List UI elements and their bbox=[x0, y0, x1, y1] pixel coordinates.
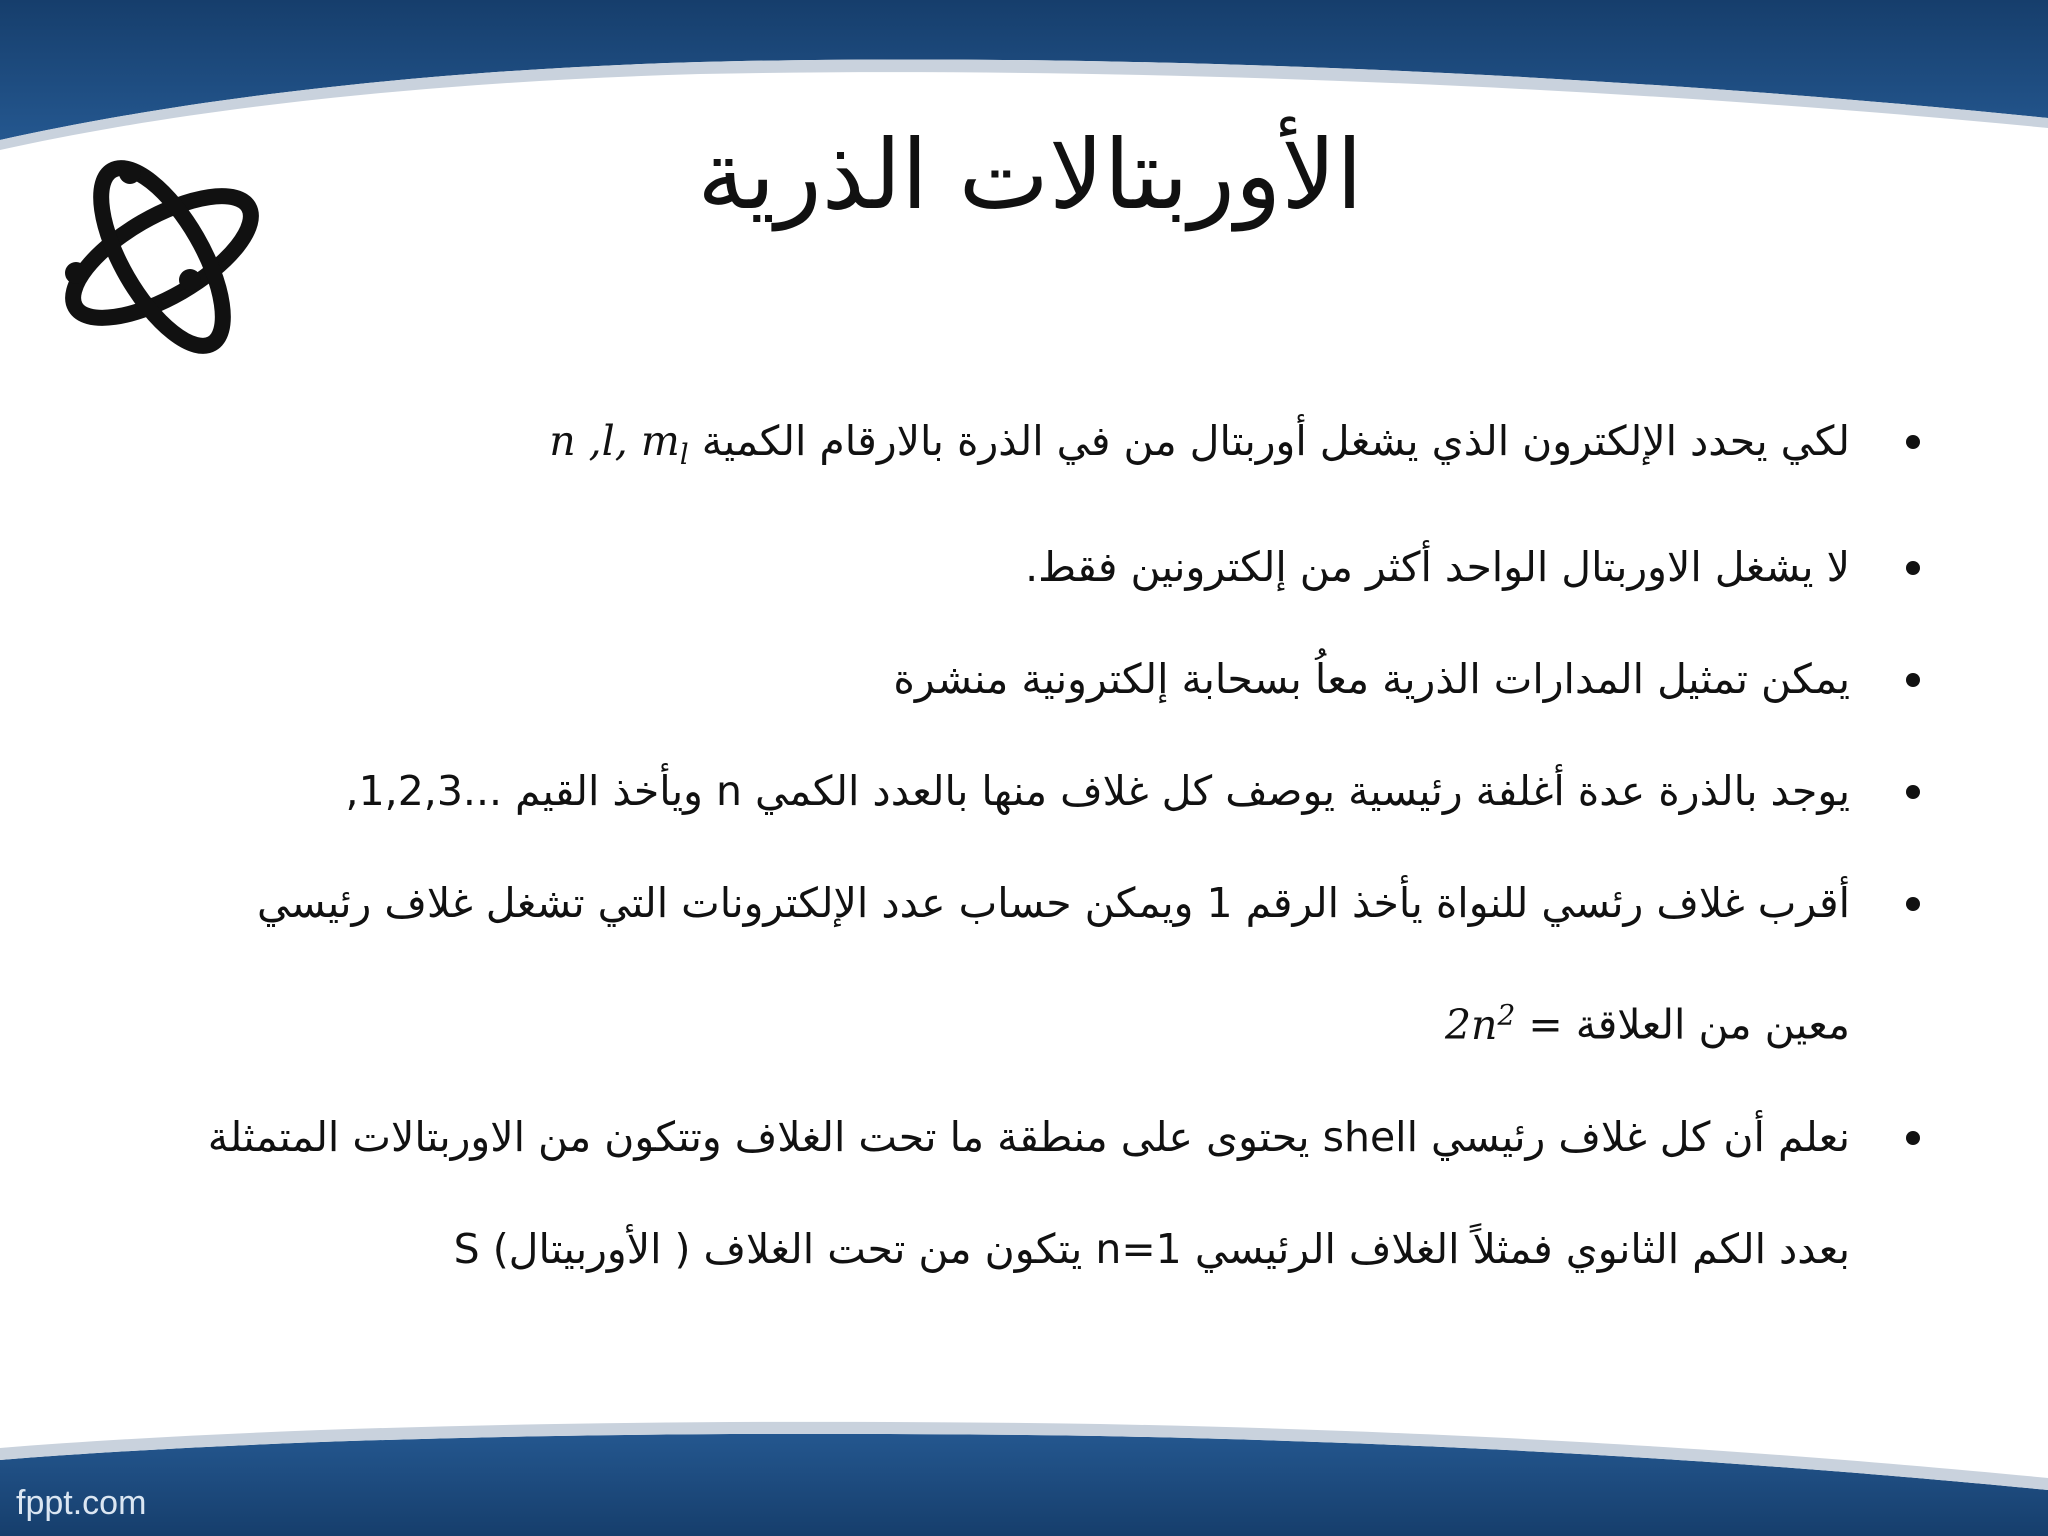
bullet-text: لكي يحدد الإلكترون الذي يشغل أوربتال من في الذرة بالارقام الكمية bbox=[701, 417, 1850, 465]
bullet-marker bbox=[1906, 785, 1920, 799]
bullet-item bbox=[160, 511, 1920, 623]
slide-title: الأوربتالات الذرية bbox=[697, 119, 1363, 231]
bullet-text: أقرب غلاف رئسي للنواة يأخذ الرقم 1 ويمكن حساب عدد الإلكترونات التي تشغل غلاف رئيسي معين من العلاقة = bbox=[257, 879, 1850, 1049]
bullet-text: نعلم أن كل غلاف رئيسي shell يحتوى على منطقة ما تحت الغلاف وتتكون من الاوربتالات المتمثلة بعدد الكم الثانوي فمثلاً الغلاف الرئيسي n=1 يتكون من تحت الغلاف ( الأوربيتال) S bbox=[207, 1112, 1850, 1273]
bullet-marker bbox=[1906, 1131, 1920, 1145]
bullet-marker bbox=[1906, 435, 1920, 449]
bullet-text: لا يشغل الاوربتال الواحد أكثر من إلكترونين فقط. bbox=[1025, 543, 1850, 592]
bullet-marker bbox=[1906, 897, 1920, 911]
bullet-item bbox=[160, 735, 1920, 847]
quantum-numbers-formula: n ,l, $m_l$ bbox=[549, 417, 689, 472]
bullet-text: يمكن تمثيل المدارات الذرية معاُ بسحابة إلكترونية منشرة bbox=[893, 655, 1850, 704]
footer-brand: fppt.com bbox=[16, 1484, 147, 1522]
bullet-text: يوجد بالذرة عدة أغلفة رئيسية يوصف كل غلاف منها بالعدد الكمي n ويأخذ القيم ...1,2,3, bbox=[345, 767, 1850, 816]
bullet-marker bbox=[1906, 673, 1920, 687]
bullet-list bbox=[160, 385, 1920, 1305]
bullet-item bbox=[160, 1081, 1920, 1305]
atom-icon bbox=[50, 145, 275, 370]
bullet-item bbox=[160, 623, 1920, 735]
bullet-marker bbox=[1906, 561, 1920, 575]
bullet-item bbox=[160, 847, 1920, 1081]
bullet-item bbox=[160, 385, 1920, 511]
electron-capacity-formula: $2n^2$ bbox=[1444, 998, 1516, 1049]
